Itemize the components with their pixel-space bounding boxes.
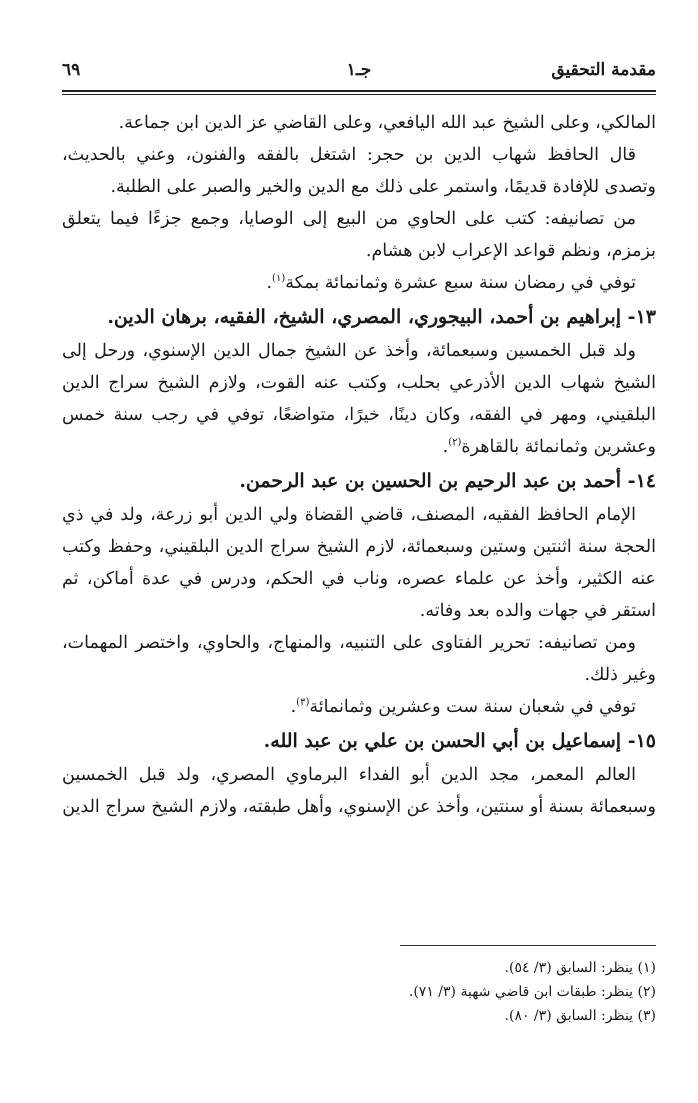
footnote-marker: (١) (272, 273, 286, 285)
header-volume: جـ١ (346, 60, 372, 80)
paragraph: قال الحافظ شهاب الدين بن حجر: اشتغل بالفقه والفنون، وعني بالحديث، وتصدى للإفادة قديمًا، واستمر على ذلك مع الدين والخير والصبر على الطلبة. (62, 145, 656, 197)
entry-heading-15: ١٥- إسماعيل بن أبي الحسن بن علي بن عبد الله. (263, 730, 656, 752)
paragraph: المالكي، وعلى الشيخ عبد الله اليافعي، وعلى القاضي عز الدين ابن جماعة. (118, 113, 656, 133)
footnote: (٢) ينظر: طبقات ابن قاضي شهبة (٣/ ٧١). (408, 984, 656, 1000)
body-text (62, 107, 656, 823)
paragraph-text: توفي في رمضان سنة سبع عشرة وثمانمائة بمكة (285, 273, 636, 293)
paragraph-text: توفي في شعبان سنة ست وعشرين وثمانمائة (309, 697, 636, 717)
paragraph-end: . (266, 273, 273, 293)
footnote-rule (400, 945, 656, 946)
header-rule-thin (62, 94, 656, 95)
paragraph-text: ولد قبل الخمسين وسبعمائة، وأخذ عن الشيخ جمال الدين الإسنوي، ورحل إلى الشيخ شهاب الدين الأذرعي بحلب، وكتب عنه القوت، ولازم الشيخ سراج الدين البلقيني، ومهر في الفقه، وكان دينًا، خيرًا، متواضعًا، توفي في رجب سنة خمس وعشرين وثمانمائة بالقاهرة (62, 341, 656, 457)
header-title: مقدمة التحقيق (551, 60, 656, 80)
footnotes (409, 956, 656, 1028)
running-header (62, 58, 656, 88)
footnote-marker: (٣) (296, 697, 310, 709)
paragraph-end: . (290, 697, 297, 717)
header-rule (62, 90, 656, 92)
page (62, 58, 656, 1048)
paragraph-end: . (442, 437, 449, 457)
footnote: (١) ينظر: السابق (٣/ ٥٤). (504, 960, 656, 976)
paragraph (62, 691, 656, 723)
page-number: ٦٩ (62, 60, 81, 80)
paragraph (62, 267, 656, 299)
paragraph: العالم المعمر، مجد الدين أبو الفداء البرماوي المصري، ولد قبل الخمسين وسبعمائة بسنة أو سنتين، وأخذ عن الإسنوي، وأهل طبقته، ولازم الشيخ سراج الدين (62, 765, 656, 817)
paragraph: ومن تصانيفه: تحرير الفتاوى على التنبيه، والمنهاج، والحاوي، واختصر المهمات، وغير ذلك. (62, 633, 656, 685)
paragraph: الإمام الحافظ الفقيه، المصنف، قاضي القضاة ولي الدين أبو زرعة، ولد في ذي الحجة سنة اثنتين وستين وسبعمائة، لازم الشيخ سراج الدين البلقيني، وحفظ وكتب عنه الكثير، وأخذ عن علماء عصره، وناب في الحكم، ودرس في عدة أماكن، ثم استقر في جهات والده بعد وفاته. (62, 505, 656, 621)
paragraph (62, 335, 656, 463)
entry-heading-14: ١٤- أحمد بن عبد الرحيم بن الحسين بن عبد الرحمن. (239, 470, 656, 492)
footnote-marker: (٢) (448, 437, 462, 449)
footnote: (٣) ينظر: السابق (٣/ ٨٠). (504, 1008, 656, 1024)
entry-heading-13: ١٣- إبراهيم بن أحمد، البيجوري، المصري، الشيخ، الفقيه، برهان الدين. (107, 306, 656, 328)
paragraph: من تصانيفه: كتب على الحاوي من البيع إلى الوصايا، وجمع جزءًا فيما يتعلق بزمزم، ونظم قواعد الإعراب لابن هشام. (62, 209, 656, 261)
